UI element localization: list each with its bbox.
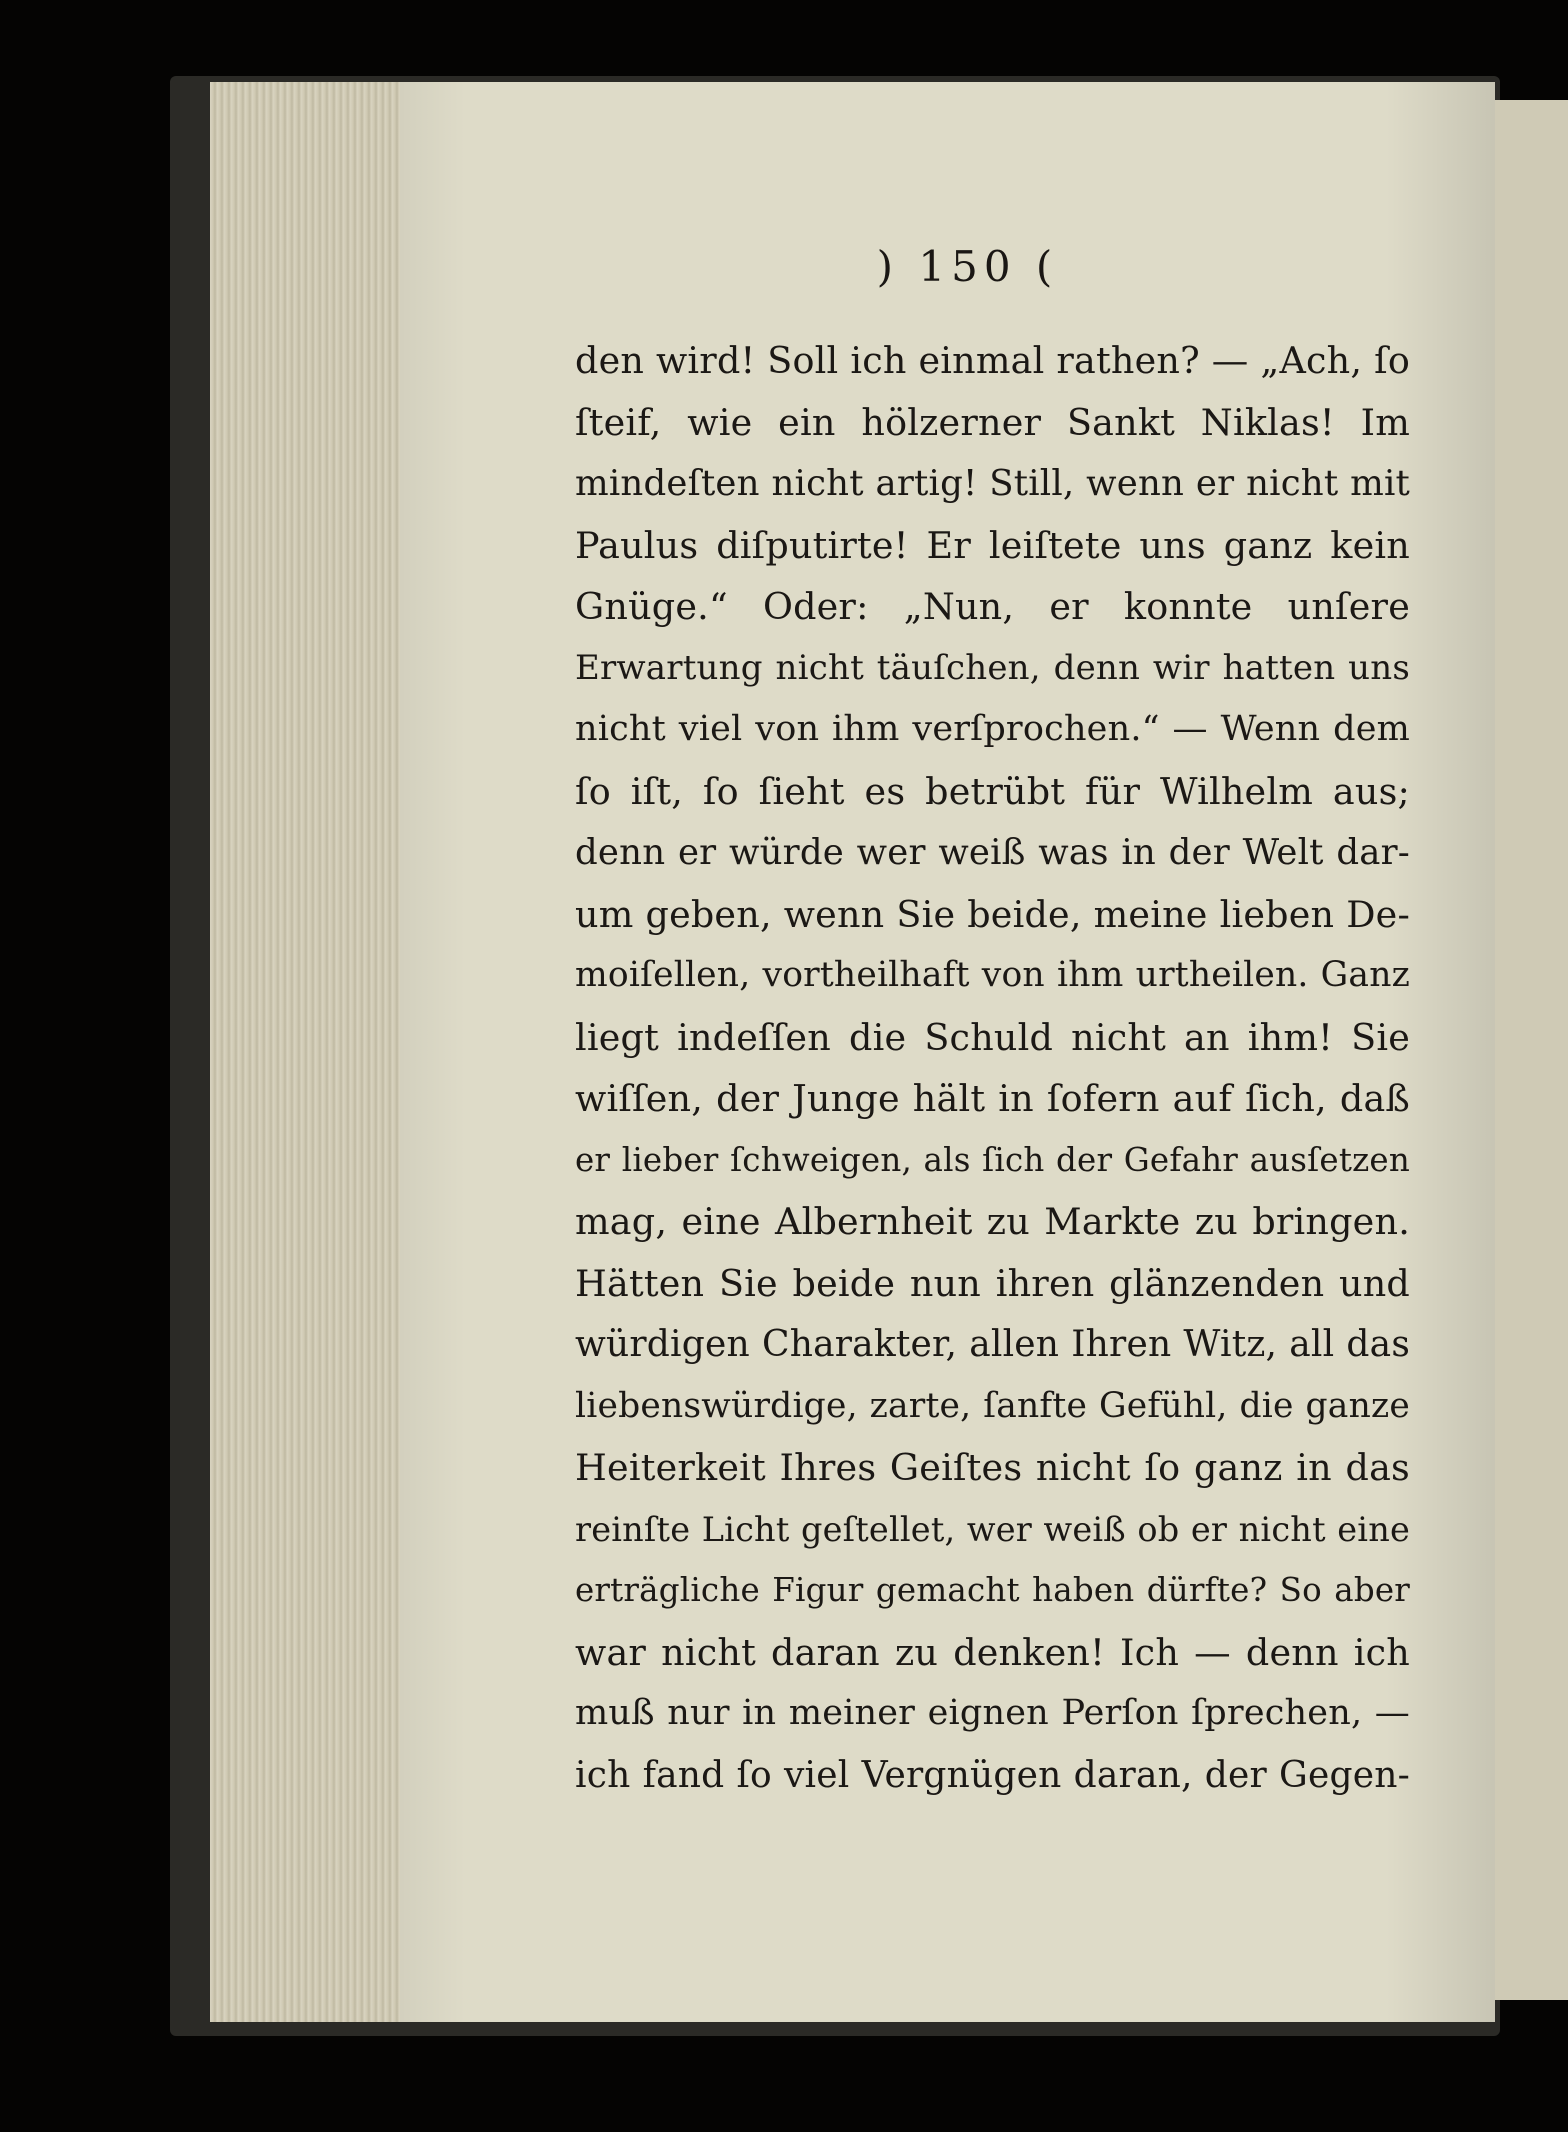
page-text <box>575 330 1410 1806</box>
text-line: denn er würde wer weiß was in der Welt dar- <box>575 832 1410 873</box>
text-line: Heiterkeit Ihres Geiſtes nicht ſo ganz in das <box>575 1446 1410 1489</box>
text-line: reinſte Licht geſtellet, wer weiß ob er nicht eine <box>575 1509 1410 1549</box>
text-line: war nicht daran zu denken! Ich — denn ich <box>575 1630 1410 1674</box>
facing-page-edge <box>1495 100 1568 2000</box>
text-line: liebenswürdige, zarte, ſanfte Gefühl, die ganze <box>575 1385 1410 1426</box>
page-edges <box>210 82 412 2022</box>
text-line: Gnüge.“ Oder: „Nun, er konnte unſere <box>575 585 1410 628</box>
text-line: um geben, wenn Sie beide, meine lieben De- <box>575 892 1410 936</box>
text-line: ſo iſt, ſo ſieht es betrübt für Wilhelm aus; <box>575 769 1410 813</box>
text-line: würdigen Charakter, allen Ihren Witz, all das <box>575 1324 1410 1365</box>
text-line: Hätten Sie beide nun ihren glänzenden und <box>575 1261 1410 1305</box>
text-line: mag, eine Albernheit zu Markte zu bringen. <box>575 1200 1410 1243</box>
text-line: mindeſten nicht artig! Still, wenn er nicht mit <box>575 463 1410 504</box>
text-line: Paulus diſputirte! Er leiſtete uns ganz kein <box>575 523 1410 567</box>
text-line: wiſſen, der Junge hält in ſofern auf ſich, daß <box>575 1077 1410 1120</box>
text-line: muß nur in meiner eignen Perſon ſprechen, — <box>575 1693 1410 1733</box>
book-page <box>400 82 1495 2022</box>
text-line: Erwartung nicht täuſchen, denn wir hatten uns <box>575 647 1410 688</box>
page-number: ) 150 ( <box>876 242 1059 291</box>
text-line: erträgliche Figur gemacht haben dürfte? So aber <box>575 1571 1410 1609</box>
text-line: den wird! Soll ich einmal rathen? — „Ach, ſo <box>575 339 1410 382</box>
text-line: ſteif, wie ein hölzerner Sankt Niklas! Im <box>575 400 1410 444</box>
text-line: er lieber ſchweigen, als ſich der Gefahr ausſetzen <box>575 1140 1410 1179</box>
text-line: nicht viel von ihm verſprochen.“ — Wenn dem <box>575 709 1410 749</box>
text-line: liegt indeſſen die Schuld nicht an ihm! Sie <box>575 1015 1410 1059</box>
text-line: ich fand ſo viel Vergnügen daran, der Gegen- <box>575 1754 1410 1796</box>
text-line: moiſellen, vortheilhaft von ihm urtheilen. Ganz <box>575 955 1410 995</box>
